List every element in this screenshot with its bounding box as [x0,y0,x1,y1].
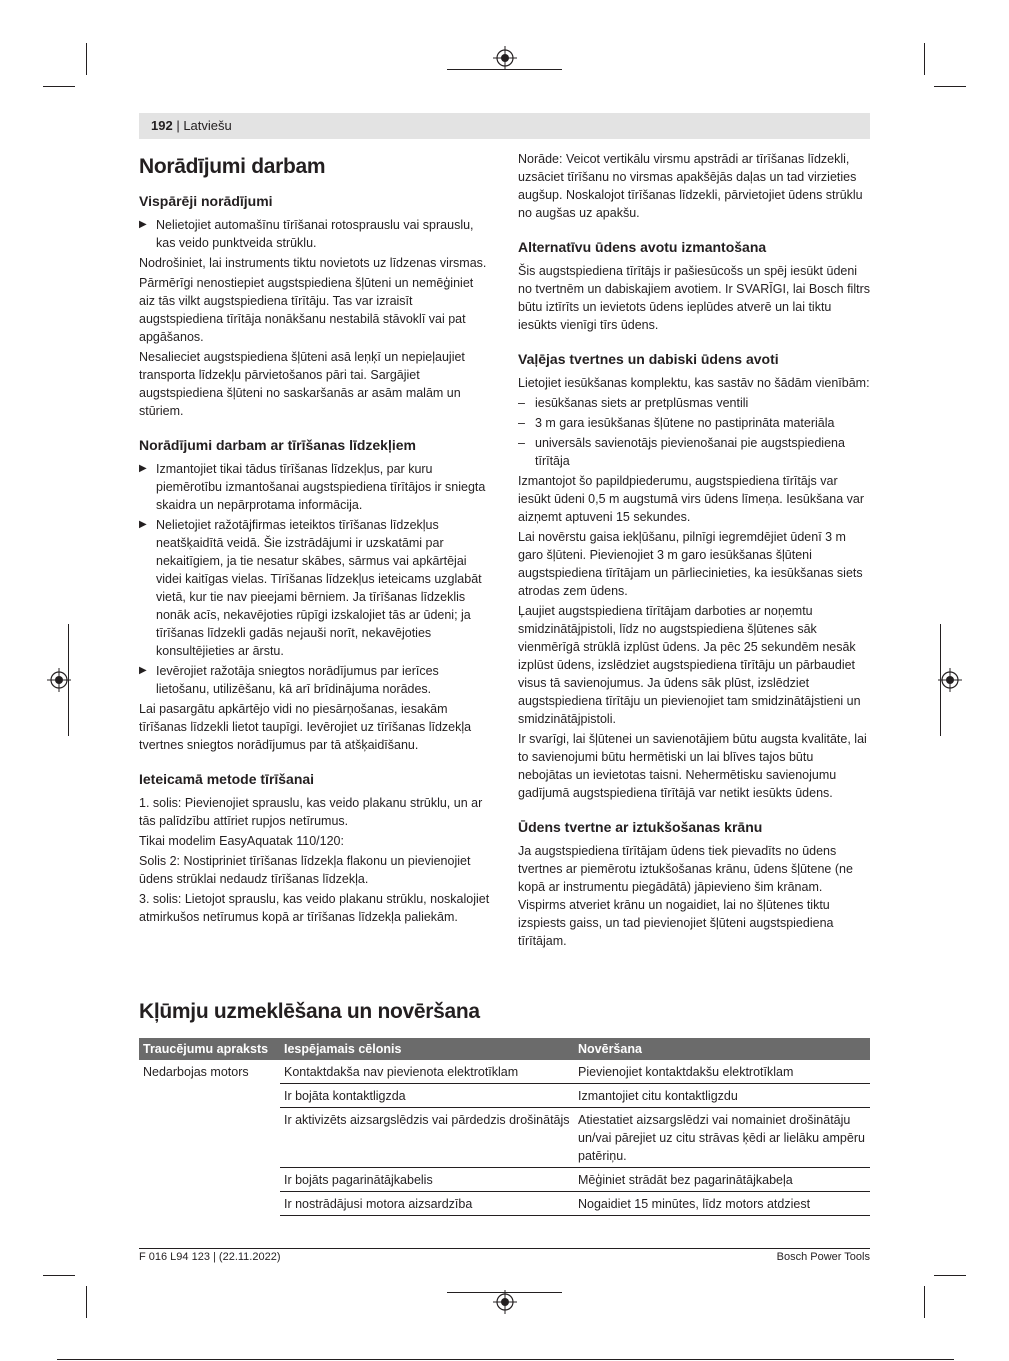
paragraph: Tikai modelim EasyAquatak 110/120: [139,834,344,848]
list-item: ▶ Nelietojiet ražotājfirmas ieteiktos tīrīšanas līdzekļus neatšķaidītā veidā. Šie izstrādājumi ir uzskatāmi par nekaitīgiem, ja tie nesatur skābes, sārmus vai apkārtējai videi kaitīgas vielas. Tīrīšanas līdzekļus ieteicams uzglabāt vietā, kur tie nav pieejami bērniem. Ja tīrīšanas līdzeklis nonāk acīs, nekavējoties rūpīgi izskalojiet tās ar ūdeni; ja tīrīšanas līdzekli gadās nejauši norīt, nekavējoties konsultējieties ar ārstu. [139,516,492,660]
cause-cell: Ir bojāts pagarinātājkabelis [280,1168,574,1192]
column-header: Iespējamais cēlonis [280,1038,574,1060]
paragraph: Ļaujiet augstspiediena tīrītājam darboties ar noņemtu smidzinātājpistoli, līdz no augstspiediena šļūtenes sāk vienmērīgā strūklā izplūst ūdens. Ja pēc 25 sekundēm nesāk izplūst ūdens, izslēdziet augstspiediena tīrītāju un pārbaudiet visus tā savienojumus. Ja ūdens sāk plūst, izslēdziet augstspiediena tīrītāju un pievienojiet tam smidzinātājstieni un smidzinātājpistoli. [518,604,861,726]
remedy-cell: Atiestatiet aizsargslēdzi vai nomainiet drošinātāju un/vai pārejiet uz citu strāvas ķēdi ar lielāku ampēru patēriņu. [574,1108,870,1168]
list-item: ▶ Ievērojiet ražotāja sniegtos norādījumus par ierīces lietošanu, utilizēšanu, kā arī brīdinājuma norādes. [139,662,492,698]
paragraph: Pārmērīgi nenostiepiet augstspiediena šļūteni un nemēģiniet aiz tās vilkt augstspiediena tīrītāju. Tas var izraisīt augstspiediena tīrītāja nonākšanu nestabilā stāvoklī vai pat apgāšanos. [139,276,474,344]
subsection-heading: Norādījumi darbam ar tīrīšanas līdzekļiem [139,437,416,453]
crop-mark [934,1275,966,1276]
footer-divider [139,1248,870,1249]
page-header: 192 | Latviešu [139,113,870,139]
troubleshooting-table [139,1038,870,1216]
subsection-heading: Alternatīvu ūdens avotu izmantošana [518,239,767,255]
registration-mark-icon [493,46,517,70]
cause-cell: Ir aktivizēts aizsargslēdzis vai pārdedzis drošinātājs [280,1108,574,1168]
crop-mark [924,1286,925,1318]
subsection-heading: Vaļējas tvertnes un dabiski ūdens avoti [518,351,779,367]
page-number: 192 [151,118,173,133]
paragraph: Nodrošiniet, lai instruments tiktu novietots uz līdzenas virsmas. [139,256,487,270]
paragraph: Nesalieciet augstspiediena šļūteni asā leņķī un nepieļaujiet transporta līdzekļu pārvietošanos pāri tai. Sargājiet augstspiediena šļūteni no saskaršanās ar asām malām un stūriem. [139,350,465,418]
registration-mark-icon [493,1290,517,1314]
note-paragraph: Norāde: Veicot vertikālu virsmu apstrādi ar tīrīšanas līdzekli, uzsāciet tīrīšanu no virsmas apakšējās daļas un tad virzieties augšup. Noskalojot tīrīšanas līdzekli, pārvietojiet ūdens strūklu no augšas uz apakšu. [518,152,863,220]
troubleshooting-title: Kļūmju uzmeklēšana un novēršana [139,1000,480,1023]
cause-cell: Ir nostrādājusi motora aizsardzība [280,1192,574,1216]
table-header-row [139,1038,870,1060]
crop-mark [86,1286,87,1318]
subsection-heading: Ūdens tvertne ar iztukšošanas krānu [518,819,763,835]
paragraph: Ja augstspiediena tīrītājam ūdens tiek pievadīts no ūdens tvertnes ar piemērotu iztukšošanas krānu, ūdens šļūtene (ne kopā ar instrumentu piegādātā) jāpievieno šim krānam. Vispirms atveriet krānu un nogaidiet, lai no šļūtenes tiktu izspiests gaiss, un tad pievienojiet šļūteni augstspiediena tīrītājam. [518,844,853,948]
registration-mark-icon [938,668,962,692]
left-column [139,150,492,928]
subsection-heading: Vispārēji norādījumi [139,193,273,209]
footer-brand: Bosch Power Tools [776,1251,870,1263]
list-item: ▶ Nelietojiet automašīnu tīrīšanai rotosprauslu vai sprauslu, kas veido punktveida strūklu. [139,216,492,252]
crop-mark [934,86,966,87]
subsection-heading: Ieteicamā metode tīrīšanai [139,771,315,787]
cause-cell: Kontaktdakša nav pievienota elektrotīklam [280,1060,574,1084]
paragraph: 1. solis: Pievienojiet sprauslu, kas veido plakanu strūklu, un ar tās palīdzību attīriet rupjos netīrumus. [139,796,483,828]
paragraph: Lai pasargātu apkārtējo vidi no piesārņošanas, iesakām tīrīšanas līdzekli lietot taupīgi. Ievērojiet uz tīrīšanas līdzekļa tvertnes sniegtos norādījumus par tā atšķaidīšanu. [139,702,472,752]
dash-list [518,394,870,470]
column-header: Novēršana [574,1038,870,1060]
paragraph: Ir svarīgi, lai šļūtenei un savienotājiem būtu augsta kvalitāte, lai to savienojumi būtu hermētiski un lai blīves tajos būtu nebojātas un ievietotas taisni. Nehermētisku savienojumu gadījumā augstspiediena tīrītājā var netikt iesūkts ūdens. [518,732,867,800]
crop-mark [924,43,925,75]
paragraph: 3. solis: Lietojot sprauslu, kas veido plakanu strūklu, noskalojiet atmirkušos netīrumus kopā ar tīrīšanas līdzekļa paliekām. [139,892,490,924]
table-row [139,1060,870,1084]
bullet-list [139,216,492,252]
footer-document-id: F 016 L94 123 | (22.11.2022) [139,1251,281,1263]
crop-mark [86,43,87,75]
remedy-cell: Nogaidiet 15 minūtes, līdz motors atdziest [574,1192,870,1216]
list-item: ▶ Izmantojiet tikai tādus tīrīšanas līdzekļus, par kuru piemērotību izmantošanai augstspiediena tīrītājos ir sniegta skaidra un nepārprotama informācija. [139,460,492,514]
paragraph: Lai novērstu gaisa iekļūšanu, pilnīgi iegremdējiet ūdenī 3 m garo šļūteni. Pievienojiet 3 m garo iesūkšanas šļūteni augstspiediena tīrītājam un pārliecinieties, ka iesūkšanas siets atrodas zem ūdens. [518,530,863,598]
cause-cell: Ir bojāta kontaktligzda [280,1084,574,1108]
bullet-list [139,460,492,698]
crop-mark [43,1275,75,1276]
registration-mark-icon [47,668,71,692]
paragraph: Lietojiet iesūkšanas komplektu, kas sastāv no šādām vienībām: [518,376,870,390]
list-item: – iesūkšanas siets ar pretplūsmas ventili [518,394,870,412]
column-header: Traucējumu apraksts [139,1038,280,1060]
crop-mark [43,86,75,87]
right-column [518,150,870,952]
section-title: Norādījumi darbam [139,155,326,178]
page-language: Latviešu [183,118,232,133]
remedy-cell: Mēģiniet strādāt bez pagarinātājkabeļa [574,1168,870,1192]
paragraph: Solis 2: Nostipriniet tīrīšanas līdzekļa flakonu un pievienojiet ūdens strūklai nedaudz tīrīšanas līdzekļa. [139,854,471,886]
remedy-cell: Izmantojiet citu kontaktligzdu [574,1084,870,1108]
list-item: – universāls savienotājs pievienošanai pie augstspiediena tīrītāja [518,434,870,470]
list-item: – 3 m gara iesūkšanas šļūtene no pastiprināta materiāla [518,414,870,432]
paragraph: Šis augstspiediena tīrītājs ir pašiesūcošs un spēj iesūkt ūdeni no tvertnēm un dabiskajiem avotiem. Ir SVARĪGI, lai Bosch filtrs būtu iztīrīts un ievietots ūdens ieplūdes atverē un lai tiktu iesūkts vienīgi tīrs ūdens. [518,264,870,332]
bottom-trim-line [57,1359,954,1360]
remedy-cell: Pievienojiet kontaktdakšu elektrotīklam [574,1060,870,1084]
symptom-cell: Nedarbojas motors [143,1065,249,1079]
paragraph: Izmantojot šo papildpiederumu, augstspiediena tīrītājs var iesūkt ūdeni 0,5 m augstumā virs ūdens līmeņa. Iesūkšana var aizņemt aptuveni 15 sekundes. [518,474,865,524]
